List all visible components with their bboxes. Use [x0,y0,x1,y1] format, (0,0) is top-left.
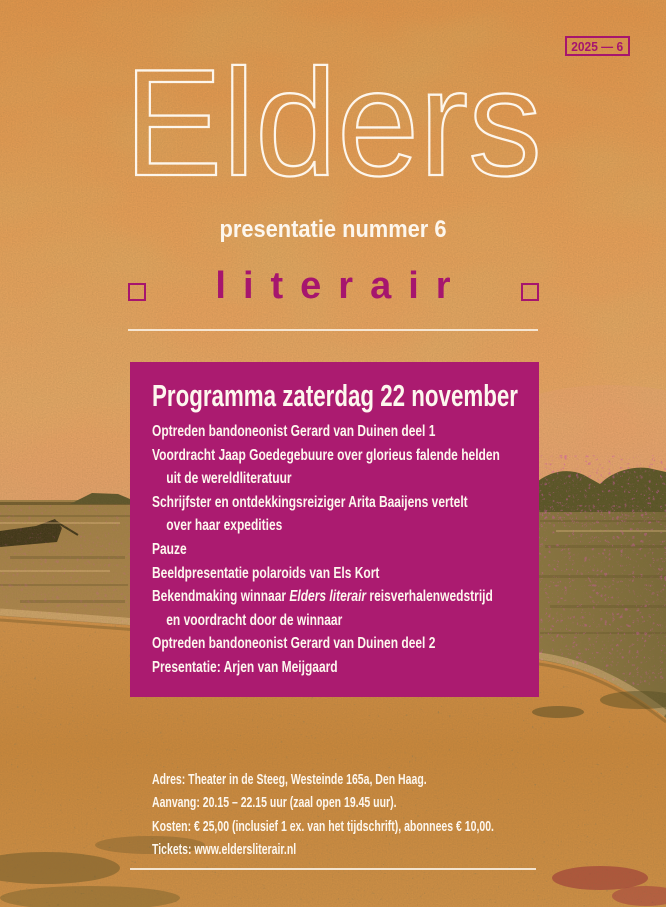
bottom-divider [130,868,536,870]
program-item-line: over haar expedities [166,517,283,535]
program-item-line: Presentatie: Arjen van Meijgaard [152,659,338,677]
program-item-line: Voordracht Jaap Goedegebuure over glorieus falende helden [152,446,500,464]
detail-row [152,791,494,814]
detail-text: Kosten: € 25,00 (inclusief 1 ex. van het tijdschrift), abonnees € 10,00. [152,817,494,835]
website-link[interactable]: www.eldersliterair.nl [194,841,297,859]
program-item-line: Schrijfster en ontdekkingsreiziger Arita Baaijens vertelt [152,493,468,511]
program-item-line: uit de wereldliteratuur [166,470,292,488]
issue-badge-label: 2025 — 6 [571,38,624,54]
program-item-line: Bekendmaking winnaar Elders literair reisverhalenwedstrijd [152,588,493,606]
detail-text: Aanvang: 20.15 – 22.15 uur (zaal open 19.45 uur). [152,794,397,812]
event-details [152,768,641,862]
program-panel [130,362,539,697]
program-item-line: Beeldpresentatie polaroids van Els Kort [152,564,380,582]
program-item-line: en voordracht door de winnaar [166,611,343,629]
program-item-line: Optreden bandoneonist Gerard van Duinen deel 2 [152,635,436,653]
title-elders: Elders [124,38,542,208]
wordmark-literair: literair [215,265,468,307]
detail-row [152,768,494,791]
program-list [152,420,529,680]
issue-badge [565,36,630,56]
detail-row [152,838,494,861]
program-heading: Programma zaterdag 22 november [152,378,518,413]
detail-row [152,815,494,838]
top-divider [128,329,538,331]
square-outline-icon-right [521,283,539,301]
detail-text: Tickets: [152,841,195,859]
program-item-line: Pauze [152,541,187,559]
program-item-line: Optreden bandoneonist Gerard van Duinen deel 1 [152,423,436,441]
detail-text: Adres: Theater in de Steeg, Westeinde 165a, Den Haag. [152,771,427,788]
subtitle-presentatie: presentatie nummer 6 [219,216,447,243]
